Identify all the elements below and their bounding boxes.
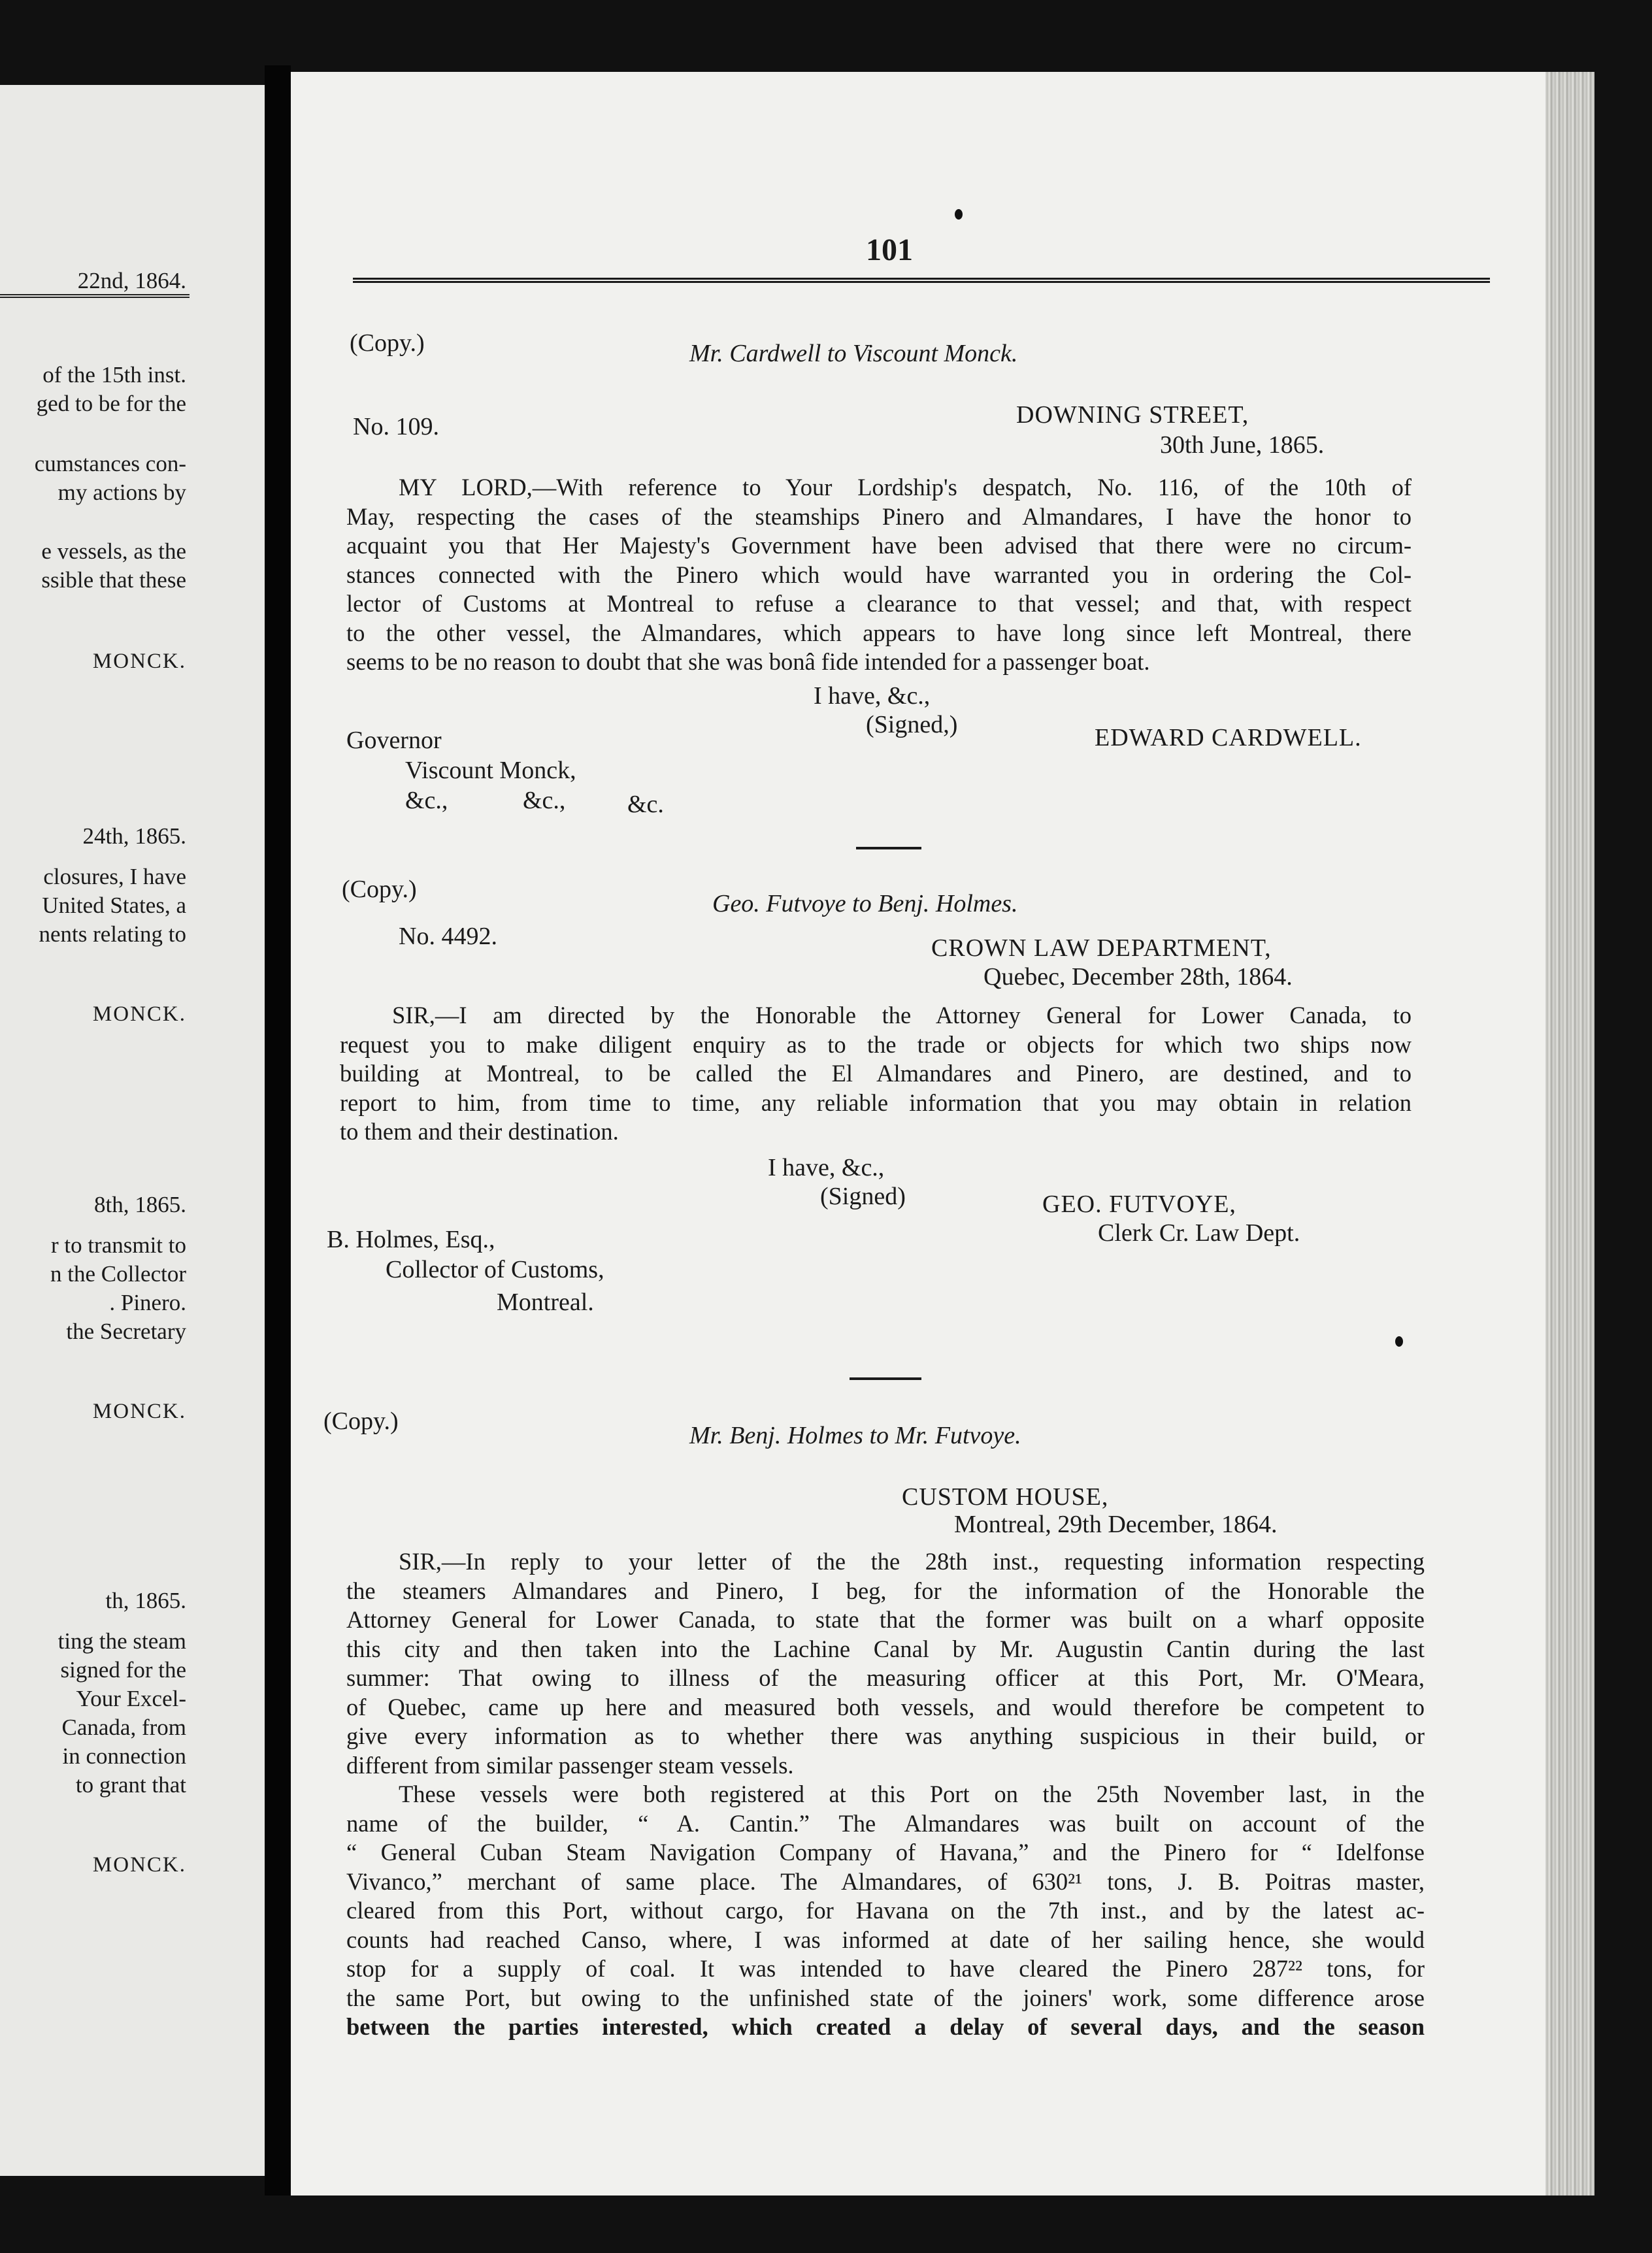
left-page-line: th, 1865. bbox=[105, 1588, 186, 1613]
body-line: stances connected with the Pinero which would have warranted you in ordering the Col- bbox=[346, 561, 1412, 588]
letter-body bbox=[346, 473, 1412, 677]
address-line: Collector of Customs, bbox=[386, 1256, 604, 1283]
body-line: SIR,—In reply to your letter of the the 28th inst., requesting information respecting bbox=[399, 1548, 1425, 1575]
address-line: &c., bbox=[523, 787, 566, 814]
separator bbox=[856, 847, 921, 849]
page-edge bbox=[1545, 72, 1594, 2195]
body-line: this city and then taken into the Lachine Canal by Mr. Augustin Cantin during the last bbox=[346, 1635, 1425, 1662]
letter-heading: Mr. Benj. Holmes to Mr. Futvoye. bbox=[689, 1422, 1021, 1449]
signed-label: (Signed) bbox=[820, 1183, 906, 1210]
signature-title: Clerk Cr. Law Dept. bbox=[1098, 1219, 1300, 1247]
left-page-line: cumstances con- bbox=[34, 451, 186, 476]
signature: EDWARD CARDWELL. bbox=[1095, 724, 1362, 751]
body-line: counts had reached Canso, where, I was informed at date of her sailing hence, she would bbox=[346, 1926, 1425, 1953]
left-page-line: in connection bbox=[62, 1743, 186, 1769]
letter-heading: Geo. Futvoye to Benj. Holmes. bbox=[712, 890, 1018, 917]
letter-number: No. 109. bbox=[353, 413, 439, 440]
closing: I have, &c., bbox=[814, 682, 931, 710]
book-gutter bbox=[265, 65, 291, 2195]
left-page-line: ting the steam bbox=[58, 1628, 186, 1654]
letter-place: DOWNING STREET, bbox=[1016, 401, 1249, 429]
header-rule bbox=[353, 278, 1490, 283]
body-line: building at Montreal, to be called the El Almandares and Pinero, are destined, and to bbox=[340, 1060, 1412, 1087]
body-line: to them and their destination. bbox=[340, 1118, 619, 1145]
body-line: to the other vessel, the Almandares, which appears to have long since left Montreal, there bbox=[346, 619, 1412, 646]
left-page-line: ssible that these bbox=[41, 567, 186, 593]
left-page-signature: MONCK. bbox=[92, 1002, 186, 1026]
address-line: &c. bbox=[627, 791, 664, 818]
signed-label: (Signed,) bbox=[866, 711, 958, 738]
body-line: cleared from this Port, without cargo, for Havana on the 7th inst., and by the latest ac- bbox=[346, 1897, 1425, 1924]
copy-label: (Copy.) bbox=[342, 876, 417, 903]
body-line: give every information as to whether there was anything suspicious in their build, or bbox=[346, 1722, 1425, 1749]
left-page-line: e vessels, as the bbox=[41, 538, 186, 564]
body-line: stop for a supply of coal. It was intended to have cleared the Pinero 287²² tons, for bbox=[346, 1955, 1425, 1982]
left-page-line: 22nd, 1864. bbox=[77, 268, 186, 293]
left-page-line: United States, a bbox=[42, 893, 186, 918]
left-facing-page bbox=[0, 85, 265, 2176]
left-page-signature: MONCK. bbox=[92, 1400, 186, 1423]
letter-place: CUSTOM HOUSE, bbox=[902, 1483, 1109, 1511]
body-line: summer: That owing to illness of the measuring officer at this Port, Mr. O'Meara, bbox=[346, 1664, 1425, 1691]
address-line: Governor bbox=[346, 727, 442, 754]
ink-spot bbox=[955, 209, 963, 220]
left-page-line: my actions by bbox=[58, 480, 186, 505]
left-page-line: ged to be for the bbox=[36, 391, 186, 416]
left-page-line: 24th, 1865. bbox=[82, 823, 186, 849]
body-line: SIR,—I am directed by the Honorable the Attorney General for Lower Canada, to bbox=[392, 1002, 1412, 1028]
body-line: name of the builder, “ A. Cantin.” The Almandares was built on account of the bbox=[346, 1809, 1425, 1837]
body-line: These vessels were both registered at this Port on the 25th November last, in the bbox=[399, 1781, 1425, 1807]
letter-heading: Mr. Cardwell to Viscount Monck. bbox=[689, 340, 1018, 367]
body-line: MY LORD,—With reference to Your Lordship's despatch, No. 116, of the 10th of bbox=[399, 474, 1412, 501]
body-line: May, respecting the cases of the steamships Pinero and Almandares, I have the honor to bbox=[346, 502, 1412, 530]
copy-label: (Copy.) bbox=[350, 329, 425, 357]
body-line: report to him, from time to time, any reliable information that you may obtain in relation bbox=[340, 1089, 1412, 1116]
signature: GEO. FUTVOYE, bbox=[1042, 1191, 1236, 1218]
right-page bbox=[291, 72, 1594, 2195]
body-line: Vivanco,” merchant of same place. The Almandares, of 630²¹ tons, J. B. Poitras master, bbox=[346, 1867, 1425, 1895]
left-page-line: n the Collector bbox=[50, 1261, 186, 1287]
letter-body bbox=[340, 1001, 1412, 1147]
left-page-line: r to transmit to bbox=[50, 1232, 186, 1258]
left-page-signature: MONCK. bbox=[92, 1853, 186, 1877]
body-line: acquaint you that Her Majesty's Government have been advised that there were no circum- bbox=[346, 532, 1412, 559]
closing: I have, &c., bbox=[768, 1154, 885, 1181]
left-page-line: signed for the bbox=[60, 1657, 186, 1683]
left-page-line: 8th, 1865. bbox=[94, 1192, 186, 1217]
letter-place: CROWN LAW DEPARTMENT, bbox=[931, 934, 1272, 962]
address-line: Viscount Monck, bbox=[405, 757, 576, 784]
left-page-line: the Secretary bbox=[66, 1319, 186, 1344]
separator bbox=[850, 1377, 921, 1380]
left-page-line: of the 15th inst. bbox=[42, 362, 186, 387]
left-page-line: nents relating to bbox=[39, 921, 186, 947]
letter-number: No. 4492. bbox=[399, 923, 497, 950]
body-line: between the parties interested, which created a delay of several days, and the season bbox=[346, 2013, 1425, 2040]
left-page-line: to grant that bbox=[75, 1772, 186, 1798]
page-number: 101 bbox=[866, 233, 913, 267]
left-page-line: Your Excel- bbox=[76, 1686, 186, 1711]
body-line: the same Port, but owing to the unfinished state of the joiners' work, some difference arose bbox=[346, 1984, 1425, 2011]
address-line: &c., bbox=[405, 787, 448, 814]
body-line: Attorney General for Lower Canada, to state that the former was built on a wharf opposite bbox=[346, 1606, 1425, 1633]
body-line: request you to make diligent enquiry as to the trade or objects for which two ships now bbox=[340, 1030, 1412, 1058]
body-line: seems to be no reason to doubt that she was bonâ fide intended for a passenger boat. bbox=[346, 648, 1150, 675]
ink-spot bbox=[1395, 1336, 1403, 1347]
letter-date: Montreal, 29th December, 1864. bbox=[954, 1511, 1278, 1538]
left-page-line: Canada, from bbox=[61, 1715, 186, 1740]
left-page-signature: MONCK. bbox=[92, 650, 186, 673]
address-line: Montreal. bbox=[497, 1289, 594, 1316]
letter-date: Quebec, December 28th, 1864. bbox=[983, 963, 1293, 991]
address-line: B. Holmes, Esq., bbox=[327, 1226, 495, 1253]
body-line: “ General Cuban Steam Navigation Company of Havana,” and the Pinero for “ Idelfonse bbox=[346, 1839, 1425, 1866]
letter-body bbox=[346, 1547, 1425, 2042]
body-line: lector of Customs at Montreal to refuse a clearance to that vessel; and that, with respect bbox=[346, 590, 1412, 617]
body-line: different from similar passenger steam vessels. bbox=[346, 1751, 794, 1779]
left-page-line: closures, I have bbox=[43, 864, 186, 889]
copy-label: (Copy.) bbox=[323, 1407, 399, 1435]
letter-date: 30th June, 1865. bbox=[1160, 431, 1325, 459]
body-line: of Quebec, came up here and measured both vessels, and would therefore be competent to bbox=[346, 1693, 1425, 1720]
body-line: the steamers Almandares and Pinero, I beg, for the information of the Honorable the bbox=[346, 1577, 1425, 1604]
left-page-line: . Pinero. bbox=[109, 1290, 186, 1315]
